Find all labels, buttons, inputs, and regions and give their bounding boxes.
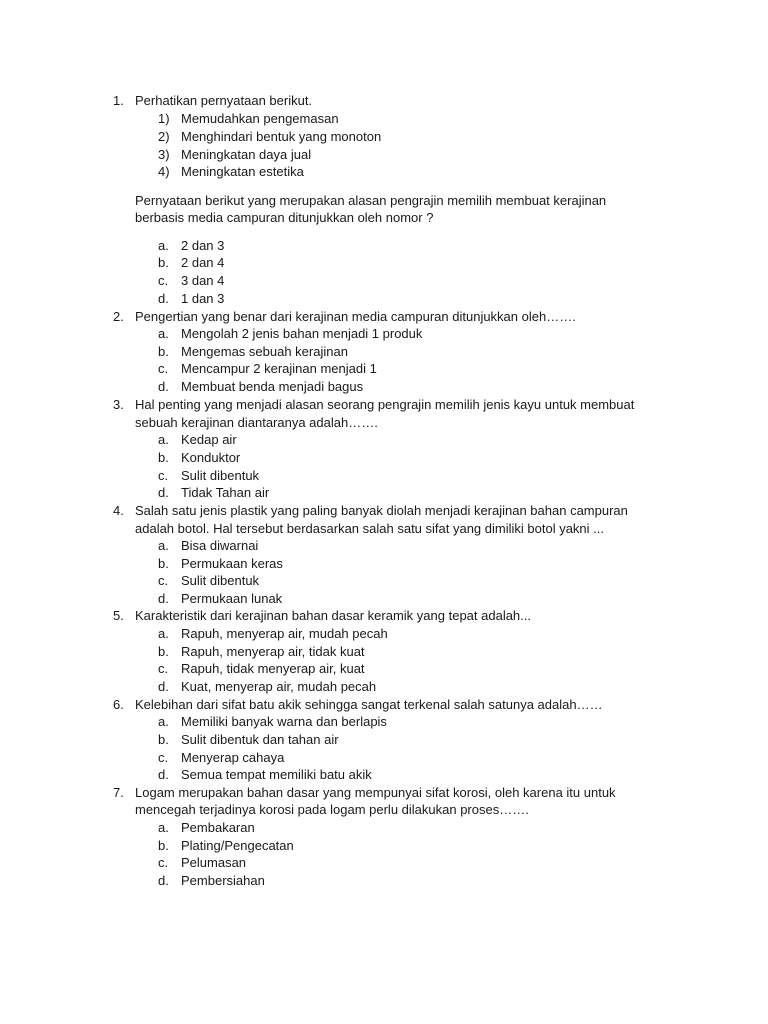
option-letter: a. [158, 432, 169, 447]
option-letter: d. [158, 591, 169, 606]
option-text: Pembakaran [181, 820, 255, 835]
option-text: Memiliki banyak warna dan berlapis [181, 714, 387, 729]
option-letter: a. [158, 538, 169, 553]
question-followup-text: Pernyataan berikut yang merupakan alasan pengrajin memilih membuat kerajinan [135, 193, 607, 208]
option-text: Kedap air [181, 432, 237, 447]
option-letter: b. [158, 255, 169, 270]
option-text: Semua tempat memiliki batu akik [181, 767, 372, 782]
option-letter: c. [158, 750, 169, 765]
option-letter: c. [158, 573, 169, 588]
question-text: Salah satu jenis plastik yang paling banyak diolah menjadi kerajinan bahan campuran [135, 503, 628, 518]
statement-number: 2) [158, 129, 170, 144]
option-text: 1 dan 3 [181, 291, 225, 306]
option-text: Membuat benda menjadi bagus [181, 379, 364, 394]
statement-number: 3) [158, 147, 170, 162]
option-letter: d. [158, 485, 169, 500]
option-text: Mengemas sebuah kerajinan [181, 344, 348, 359]
option-text: Rapuh, menyerap air, mudah pecah [181, 626, 388, 641]
question-followup-text: berbasis media campuran ditunjukkan oleh nomor ? [135, 210, 434, 225]
question-number: 5. [113, 608, 124, 623]
option-letter: c. [158, 273, 169, 288]
option-letter: b. [158, 344, 169, 359]
question-text: Hal penting yang menjadi alasan seorang pengrajin memilih jenis kayu untuk membuat [135, 397, 635, 412]
option-letter: b. [158, 556, 169, 571]
option-text: Rapuh, tidak menyerap air, kuat [181, 661, 365, 676]
option-text: Tidak Tahan air [181, 485, 270, 500]
option-text: Permukaan lunak [181, 591, 283, 606]
statement-text: Meningkatan daya jual [181, 147, 312, 162]
option-text: Plating/Pengecatan [181, 838, 294, 853]
question-number: 6. [113, 697, 124, 712]
option-letter: c. [158, 855, 169, 870]
question-text: Karakteristik dari kerajinan bahan dasar keramik yang tepat adalah... [135, 608, 531, 623]
question-text: Pengertian yang benar dari kerajinan media campuran ditunjukkan oleh……. [135, 309, 576, 324]
question-text: adalah botol. Hal tersebut berdasarkan salah satu sifat yang dimiliki botol yakni ... [135, 521, 604, 536]
option-text: Konduktor [181, 450, 241, 465]
question-text: mencegah terjadinya korosi pada logam perlu dilakukan proses……. [135, 802, 529, 817]
question-text: Logam merupakan bahan dasar yang mempunyai sifat korosi, oleh karena itu untuk [135, 785, 616, 800]
question-number: 3. [113, 397, 124, 412]
option-letter: b. [158, 644, 169, 659]
option-letter: d. [158, 679, 169, 694]
statement-number: 4) [158, 164, 170, 179]
option-letter: c. [158, 468, 169, 483]
option-text: Sulit dibentuk dan tahan air [181, 732, 339, 747]
option-letter: d. [158, 767, 169, 782]
option-letter: b. [158, 450, 169, 465]
option-text: Mencampur 2 kerajinan menjadi 1 [181, 361, 377, 376]
statement-text: Menghindari bentuk yang monoton [181, 129, 382, 144]
option-letter: d. [158, 291, 169, 306]
option-letter: d. [158, 873, 169, 888]
option-letter: a. [158, 238, 169, 253]
option-letter: b. [158, 732, 169, 747]
option-text: Rapuh, menyerap air, tidak kuat [181, 644, 365, 659]
statement-text: Meningkatan estetika [181, 164, 304, 179]
option-letter: b. [158, 838, 169, 853]
option-text: Kuat, menyerap air, mudah pecah [181, 679, 377, 694]
option-text: Menyerap cahaya [181, 750, 285, 765]
option-text: 2 dan 4 [181, 255, 225, 270]
question-text: Kelebihan dari sifat batu akik sehingga sangat terkenal salah satunya adalah…… [135, 697, 603, 712]
option-letter: a. [158, 820, 169, 835]
option-text: 3 dan 4 [181, 273, 225, 288]
question-number: 7. [113, 785, 124, 800]
option-text: Sulit dibentuk [181, 468, 260, 483]
option-letter: c. [158, 661, 169, 676]
question-text: sebuah kerajinan diantaranya adalah……. [135, 415, 378, 430]
statement-text: Memudahkan pengemasan [181, 111, 339, 126]
option-text: Mengolah 2 jenis bahan menjadi 1 produk [181, 326, 423, 341]
question-number: 2. [113, 309, 124, 324]
option-letter: d. [158, 379, 169, 394]
option-text: Pelumasan [181, 855, 247, 870]
option-letter: a. [158, 626, 169, 641]
option-text: Sulit dibentuk [181, 573, 260, 588]
option-text: Permukaan keras [181, 556, 283, 571]
option-text: 2 dan 3 [181, 238, 225, 253]
option-text: Bisa diwarnai [181, 538, 259, 553]
option-letter: a. [158, 714, 169, 729]
question-number: 1. [113, 93, 124, 108]
statement-number: 1) [158, 111, 170, 126]
option-text: Pembersiahan [181, 873, 265, 888]
question-text: Perhatikan pernyataan berikut. [135, 93, 313, 108]
question-number: 4. [113, 503, 124, 518]
option-letter: c. [158, 361, 169, 376]
option-letter: a. [158, 326, 169, 341]
